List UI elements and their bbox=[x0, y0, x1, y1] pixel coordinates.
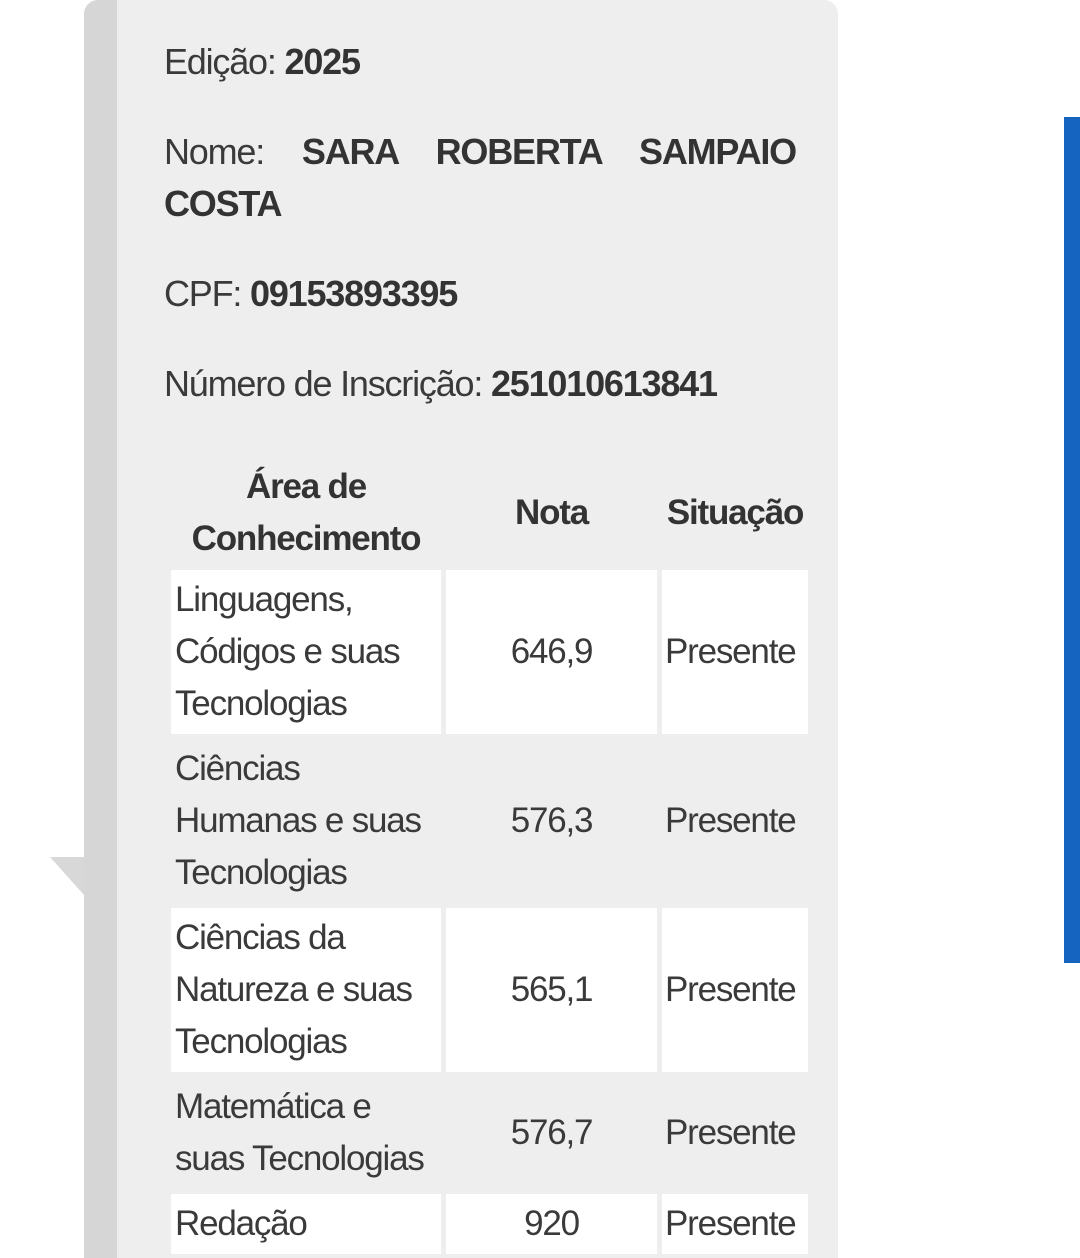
result-card bbox=[84, 0, 838, 1258]
table-row bbox=[171, 908, 808, 1072]
table-row bbox=[171, 739, 808, 903]
name-label: Nome: bbox=[164, 131, 265, 172]
cpf-line bbox=[164, 268, 796, 320]
scores-table bbox=[166, 456, 813, 1258]
row-situacao: Presente bbox=[662, 570, 808, 734]
row-area: Redação bbox=[171, 1194, 441, 1254]
card-rail bbox=[84, 0, 117, 1258]
header-area: Área de Conhecimento bbox=[191, 467, 421, 558]
side-accent-bar bbox=[1064, 117, 1080, 963]
row-nota: 920 bbox=[446, 1194, 657, 1254]
table-row bbox=[171, 1077, 808, 1189]
table-row bbox=[171, 1194, 808, 1254]
row-area: Linguagens, Códigos e suas Tecnologias bbox=[171, 570, 441, 734]
edition-line bbox=[164, 36, 796, 88]
cpf-value: 09153893395 bbox=[250, 273, 458, 314]
row-nota: 646,9 bbox=[446, 570, 657, 734]
row-situacao: Presente bbox=[662, 908, 808, 1072]
edition-label: Edição: bbox=[164, 41, 276, 82]
header-nota: Nota bbox=[515, 493, 588, 532]
registration-line bbox=[164, 358, 796, 410]
row-situacao: Presente bbox=[665, 801, 796, 840]
row-nota: 576,3 bbox=[510, 801, 593, 840]
row-situacao: Presente bbox=[665, 1113, 796, 1152]
candidate-info bbox=[164, 36, 796, 410]
row-situacao: Presente bbox=[662, 1194, 808, 1254]
row-area: Ciências Humanas e suas Tecnologias bbox=[175, 749, 421, 892]
name-value: SARA ROBERTA SAMPAIO COSTA bbox=[164, 131, 796, 224]
edition-value: 2025 bbox=[284, 41, 360, 82]
cpf-label: CPF: bbox=[164, 273, 242, 314]
registration-value: 251010613841 bbox=[490, 363, 717, 404]
table-row bbox=[171, 570, 808, 734]
row-area: Matemática e suas Tecnologias bbox=[175, 1087, 424, 1178]
table-header-row bbox=[171, 461, 808, 565]
card-pointer bbox=[50, 857, 84, 895]
registration-label: Número de Inscrição: bbox=[164, 363, 483, 404]
row-area: Ciências da Natureza e suas Tecnologias bbox=[171, 908, 441, 1072]
row-nota: 565,1 bbox=[446, 908, 657, 1072]
name-line bbox=[164, 126, 796, 230]
row-nota: 576,7 bbox=[510, 1113, 593, 1152]
header-situacao: Situação bbox=[666, 493, 804, 532]
